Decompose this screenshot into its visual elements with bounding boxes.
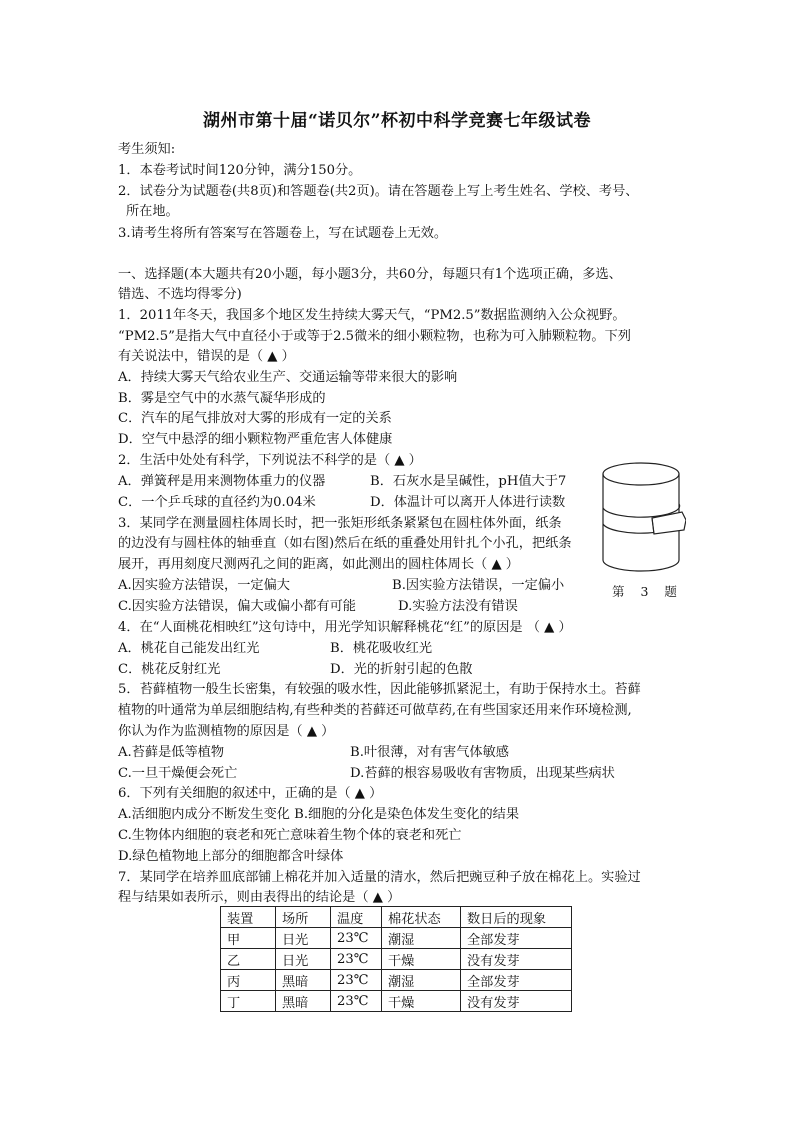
notice-item-3: 3.请考生将所有答案写在答题卷上，写在试题卷上无效。	[118, 226, 448, 241]
q4-stem: 4．在“人面桃花相映红”这句诗中，用光学知识解释桃花“红”的原因是 （ ▲ ）	[118, 620, 572, 635]
q6-option-d: D.绿色植物地上部分的细胞都含叶绿体	[118, 849, 344, 864]
q1-option-a: A．持续大雾天气给农业生产、交通运输等带来很大的影响	[118, 370, 458, 385]
table-cell: 全部发芽	[461, 928, 572, 949]
table-cell: 潮湿	[382, 970, 461, 991]
notice-item-2-cont: 所在地。	[126, 204, 179, 219]
table-cell: 日光	[276, 949, 331, 970]
q2-option-a: A．弹簧秤是用来测物体重力的仪器	[118, 474, 326, 489]
table-header-cell: 数日后的现象	[461, 907, 572, 928]
figure-caption: 第 3 题	[612, 584, 683, 599]
q1-option-c: C．汽车的尾气排放对大雾的形成有一定的关系	[118, 411, 392, 426]
q6-stem: 6．下列有关细胞的叙述中，正确的是（ ▲ ）	[118, 786, 383, 801]
q5-stem-line1: 5．苔藓植物一般生长密集，有较强的吸水性，因此能够抓紧泥土，有助于保持水土。苔藓	[118, 682, 641, 697]
table-cell: 全部发芽	[461, 970, 572, 991]
q5-option-b: B.叶很薄，对有害气体敏感	[350, 745, 509, 760]
q1-option-b: B．雾是空气中的水蒸气凝华形成的	[118, 391, 326, 406]
q2-option-c: C．一个乒乓球的直径约为0.04米	[118, 495, 316, 510]
q2-stem: 2．生活中处处有科学，下列说法不科学的是（ ▲ ）	[118, 453, 422, 468]
q5-stem-line2: 植物的叶通常为单层细胞结构,有些种类的苔藓还可做草药,在有些国家还用来作环境检测,	[118, 703, 632, 718]
section-heading-cont: 错选、不选均得零分)	[118, 287, 242, 302]
table-row	[221, 991, 572, 1012]
table-header-cell: 场所	[276, 907, 331, 928]
notice-heading: 考生须知:	[118, 142, 176, 157]
q4-option-c: C．桃花反射红光	[118, 662, 221, 677]
table-cell: 甲	[221, 928, 276, 949]
q2-option-d: D．体温计可以离开人体进行读数	[370, 495, 566, 510]
q6-option-c: C.生物体内细胞的衰老和死亡意味着生物个体的衰老和死亡	[118, 828, 462, 843]
table-cell: 23℃	[331, 991, 382, 1012]
table-cell: 干燥	[382, 991, 461, 1012]
table-cell: 丁	[221, 991, 276, 1012]
table-cell: 干燥	[382, 949, 461, 970]
table-header-cell: 装置	[221, 907, 276, 928]
q3-option-a: A.因实验方法错误，一定偏大	[118, 578, 290, 593]
table-cell: 23℃	[331, 928, 382, 949]
table-cell: 黑暗	[276, 970, 331, 991]
q4-option-b: B．桃花吸收红光	[330, 641, 433, 656]
table-cell: 乙	[221, 949, 276, 970]
experiment-table	[220, 906, 572, 1012]
table-cell: 没有发芽	[461, 949, 572, 970]
q4-option-d: D．光的折射引起的色散	[330, 662, 473, 677]
table-row	[221, 928, 572, 949]
q2-option-b: B．石灰水是呈碱性，pH值大于7	[370, 474, 567, 489]
q5-option-d: D.苔藓的根容易吸收有害物质，出现某些病状	[350, 766, 615, 781]
q1-stem-line1: 1．2011年冬天，我国多个地区发生持续大雾天气，“PM2.5”数据监测纳入公众视野。	[118, 308, 626, 323]
q7-stem-line1: 7．某同学在培养皿底部铺上棉花并加入适量的清水，然后把豌豆种子放在棉花上。实验过	[118, 870, 641, 885]
table-cell: 日光	[276, 928, 331, 949]
table-header-cell: 温度	[331, 907, 382, 928]
q1-stem-line2: “PM2.5”是指大气中直径小于或等于2.5微米的细小颗粒物，也称为可入肺颗粒物。下列	[118, 329, 631, 344]
q5-stem-line3: 你认为作为监测植物的原因是（ ▲ ）	[118, 724, 335, 739]
q3-stem-line1: 3．某同学在测量圆柱体周长时，把一张矩形纸条紧紧包在圆柱体外面，纸条	[118, 516, 562, 531]
q6-option-ab: A.活细胞内成分不断发生变化 B.细胞的分化是染色体发生变化的结果	[118, 807, 520, 822]
q3-option-c: C.因实验方法错误，偏大或偏小都有可能	[118, 599, 356, 614]
q1-stem-line3: 有关说法中，错误的是（ ▲ ）	[118, 349, 295, 364]
table-cell: 丙	[221, 970, 276, 991]
cylinder-figure	[596, 460, 686, 578]
table-cell: 黑暗	[276, 991, 331, 1012]
q3-option-b: B.因实验方法错误，一定偏小	[392, 578, 565, 593]
table-cell: 没有发芽	[461, 991, 572, 1012]
table-cell: 潮湿	[382, 928, 461, 949]
section-heading: 一、选择题(本大题共有20小题，每小题3分，共60分，每题只有1个选项正确，多选、	[118, 267, 622, 282]
table-cell: 23℃	[331, 949, 382, 970]
q7-stem-line2: 程与结果如表所示，则由表得出的结论是（ ▲ ）	[118, 890, 401, 905]
table-header-row	[221, 907, 572, 928]
exam-title: 湖州市第十届“诺贝尔”杯初中科学竞赛七年级试卷	[202, 111, 592, 131]
q5-option-a: A.苔藓是低等植物	[118, 745, 225, 760]
q1-option-d: D．空气中悬浮的细小颗粒物严重危害人体健康	[118, 432, 393, 447]
notice-item-2: 2．试卷分为试题卷(共8页)和答题卷(共2页)。请在答题卷上写上考生姓名、学校、考号、	[118, 184, 639, 199]
table-row	[221, 949, 572, 970]
table-header-cell: 棉花状态	[382, 907, 461, 928]
q3-stem-line2: 的边没有与圆柱体的轴垂直（如右图)然后在纸的重叠处用针扎个小孔，把纸条	[118, 536, 572, 551]
table-row	[221, 970, 572, 991]
table-cell: 23℃	[331, 970, 382, 991]
notice-item-1: 1．本卷考试时间120分钟，满分150分。	[118, 163, 362, 178]
q3-stem-line3: 展开，再用刻度尺测两孔之间的距离，如此测出的圆柱体周长（ ▲ ）	[118, 557, 519, 572]
q4-option-a: A．桃花自己能发出红光	[118, 641, 260, 656]
q3-option-d: D.实验方法没有错误	[398, 599, 518, 614]
q5-option-c: C.一旦干燥便会死亡	[118, 766, 238, 781]
